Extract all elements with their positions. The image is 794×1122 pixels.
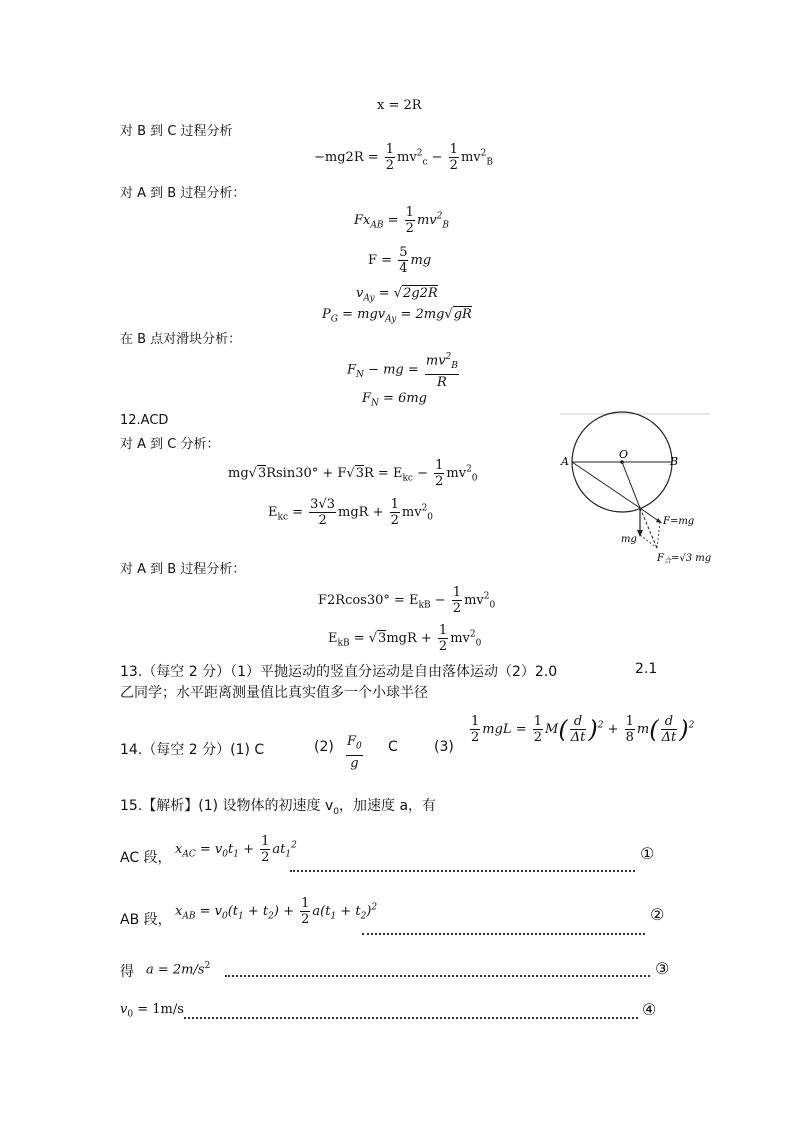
- q14-f0-over-g: $\frac{F_0}{g}$: [347, 734, 362, 771]
- eq-x-2r: x = 2R: [377, 98, 422, 113]
- bc-process-label: 对 B 到 C 过程分析: [120, 124, 233, 139]
- eq-normal-force: $F_N$ − mg = $\frac{mv^2_B}{R}$: [347, 352, 458, 390]
- q12-eq-ac: $mg√3Rsin30^\circ + F√3R = E_{kc}$ − $\frac{1}{2}$ $mv^2_0$: [228, 458, 478, 489]
- label-b: B: [670, 455, 679, 468]
- q15-marker-2: ②: [650, 905, 665, 924]
- label-mg: mg: [621, 534, 637, 545]
- eq-fn-6mg: $F_N = 6mg$: [362, 391, 427, 409]
- q13-val2: 2.1: [635, 661, 658, 677]
- eq-force-f: F = $\frac{5}{4}$ mg: [368, 245, 432, 276]
- q15-ab-label: AB 段，: [120, 912, 172, 928]
- q12-ab-label: 对 A 到 B 过程分析：: [120, 562, 246, 577]
- q12-title: 12.ACD: [120, 413, 169, 428]
- q12-eq-ekc: $E_{kc}$ = $\frac{3√3}{2}$ mgR + $\frac{1}{2}$ $mv^2_0$: [268, 497, 434, 528]
- eq-power-pg: $P_G = mgv_{Ay} = 2mg√gR$: [322, 307, 472, 325]
- q15-dots-1: [290, 870, 635, 872]
- chord-a: [572, 462, 640, 508]
- b-point-label: 在 B 点对滑块分析：: [120, 332, 242, 347]
- q14-c2: C: [388, 739, 398, 755]
- eq-bc-energy: −mg2R = $\frac{1}{2}$ $mv^2_c$ − $\frac{1}{2}$ $mv^2_B$: [314, 142, 493, 173]
- q15-dots-3: [225, 975, 650, 977]
- radius-line: [622, 462, 640, 508]
- label-resultant: $F_合=√3$ mg: [657, 553, 712, 565]
- q12-ac-label: 对 A 到 C 分析：: [120, 437, 220, 452]
- eq-vay: $v_{Ay} = √2g2R$: [356, 286, 438, 304]
- q13-line2: 乙同学；水平距离测量值比真实值多一个小球半径: [120, 685, 428, 701]
- q14-prefix: 14.（每空 2 分）(1) C: [120, 742, 265, 758]
- q15-result-label: 得: [120, 964, 134, 980]
- ab-process-label: 对 A 到 B 过程分析：: [120, 186, 246, 201]
- label-o: O: [619, 448, 629, 461]
- q15-eq-a: $a = 2m/s^2$: [146, 961, 211, 978]
- q12-eq-ekb: $E_{kB} = √3mgR$ + $\frac{1}{2}$ $mv^2_0$: [328, 623, 482, 654]
- circle-force-diagram: [555, 410, 715, 570]
- q13-line1: 13.（每空 2 分）（1）平抛运动的竖直分运动是自由落体运动（2）2.0: [120, 664, 558, 680]
- q14-energy-eq: $\frac{1}{2}$ mgL = $\frac{1}{2}$ M( $\frac{d}{\Delta t}$ )$^2$ + $\frac{1}{8}$ m( $\frac{d}{\Delta t}$ )$^2$: [471, 714, 695, 745]
- q14-part2: (2): [314, 739, 334, 755]
- q15-marker-4: ④: [642, 1000, 657, 1019]
- q15-eq-ac: $x_{AC} = v_0t_1$ + $\frac{1}{2}$ $at_1^2$: [175, 834, 297, 865]
- eq-work-energy: $Fx_{AB}$ = $\frac{1}{2}$ $mv^2_B$: [354, 205, 449, 236]
- q15-eq-ab: $x_{AB} = v_0(t_1 + t_2)$ + $\frac{1}{2}$ $a(t_1 + t_2)^2$: [175, 896, 378, 927]
- q12-eq-ab: $F2Rcos30^\circ = E_{kB}$ − $\frac{1}{2}$ $mv^2_0$: [318, 585, 496, 616]
- label-f: F=mg: [663, 516, 695, 527]
- q15-marker-1: ①: [640, 844, 655, 863]
- q14-part3: (3): [434, 739, 454, 755]
- q15-marker-3: ③: [655, 959, 670, 978]
- q15-ac-label: AC 段，: [120, 850, 172, 866]
- q15-intro: 15.【解析】(1) 设物体的初速度 $v_0$，加速度 a，有: [120, 798, 437, 817]
- q15-eq-v0: $v_0 = 1m/s$: [120, 1002, 184, 1020]
- label-a: A: [561, 455, 569, 468]
- q15-dots-4: [184, 1017, 638, 1019]
- q15-dots-2: [362, 933, 645, 935]
